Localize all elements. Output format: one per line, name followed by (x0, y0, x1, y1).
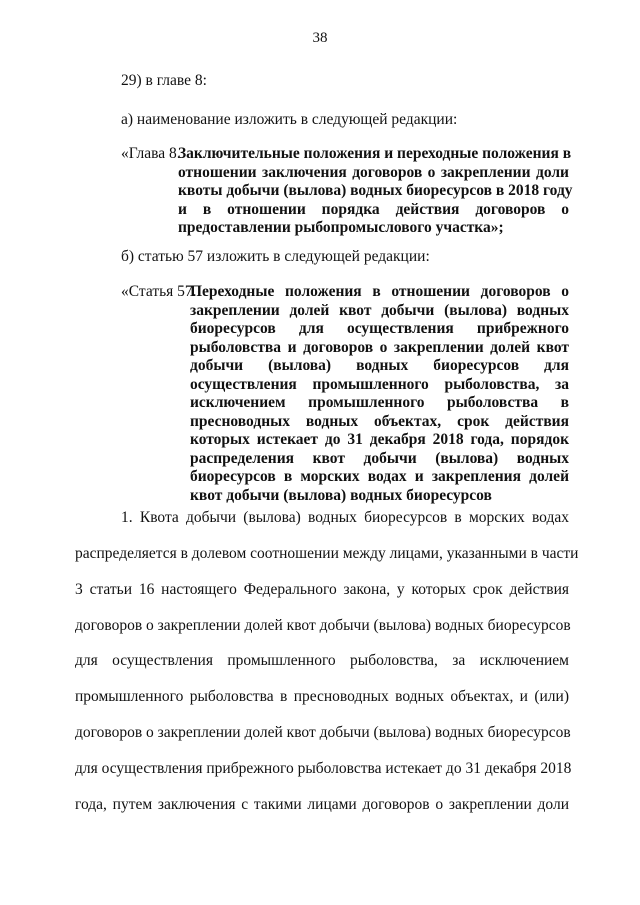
article-title-line: Переходные положения в отношении договоров о (190, 283, 569, 300)
body-paragraph-line: для осуществления прибрежного рыболовства истекает до 31 декабря 2018 (75, 760, 572, 777)
chapter-title (178, 145, 573, 238)
chapter-title-line: отношении заключения договоров о закреплении доли (178, 163, 569, 181)
body-paragraph-line: распределяется в долевом соотношении между лицами, указанными в части (75, 545, 579, 562)
body-paragraph-line: года, путем заключения с такими лицами договоров о закреплении доли (75, 796, 569, 813)
article-title-line: биоресурсов для осуществления прибрежного (190, 320, 569, 337)
article-title-line: квот добычи (вылова) водных биоресурсов (190, 486, 492, 504)
body-paragraph-line: для осуществления промышленного рыболовства, за исключением (75, 652, 569, 669)
article-title-line: рыболовства и договоров о закреплении долей квот (190, 338, 569, 356)
body-paragraph-line: промышленного рыболовства в пресноводных водных объектах, и (или) (75, 688, 569, 705)
chapter-prefix: «Глава 8. (121, 145, 181, 162)
article-title-line: распределения квот добычи (вылова) водных (190, 449, 569, 467)
body-paragraph-line: договоров о закреплении долей квот добычи (вылова) водных биоресурсов (75, 617, 571, 634)
article-title-line: биоресурсов в морских водах и закрепления долей (190, 468, 569, 485)
item-29-text: 29) в главе 8: (121, 72, 207, 89)
body-paragraph-line: 1. Квота добычи (вылова) водных биоресурсов в морских водах (121, 509, 569, 526)
article-title-line: которых истекает до 31 декабря 2018 года, порядок (190, 431, 569, 448)
item-a-text: а) наименование изложить в следующей редакции: (121, 111, 458, 128)
body-paragraph-line: 3 статьи 16 настоящего Федерального закона, у которых срок действия (75, 581, 569, 598)
article-prefix: «Статья 57. (121, 283, 197, 300)
item-b-text: б) статью 57 изложить в следующей редакции: (121, 248, 430, 265)
article-title-line: пресноводных водных объектах, срок действия (190, 412, 569, 430)
page-number: 38 (312, 30, 328, 46)
article-title-line: закреплении долей квот добычи (вылова) водных (190, 301, 569, 319)
article-title (190, 283, 569, 505)
chapter-heading (121, 145, 573, 240)
article-title-line: осуществления промышленного рыболовства, за (190, 375, 569, 393)
chapter-title-line: и в отношении порядка действия договоров о (178, 200, 569, 218)
article-title-line: добычи (вылова) водных биоресурсов для (190, 357, 569, 374)
body-paragraph-line: договоров о закреплении долей квот добычи (вылова) водных биоресурсов (75, 724, 571, 741)
chapter-title-line: квоты добычи (вылова) водных биоресурсов в 2018 году (178, 182, 573, 199)
article-title-line: исключением промышленного рыболовства в (190, 394, 569, 411)
chapter-title-line: Заключительные положения и переходные положения в (178, 145, 572, 162)
article-heading (121, 283, 569, 505)
chapter-title-line: предоставлении рыбопромыслового участка»; (178, 219, 504, 236)
